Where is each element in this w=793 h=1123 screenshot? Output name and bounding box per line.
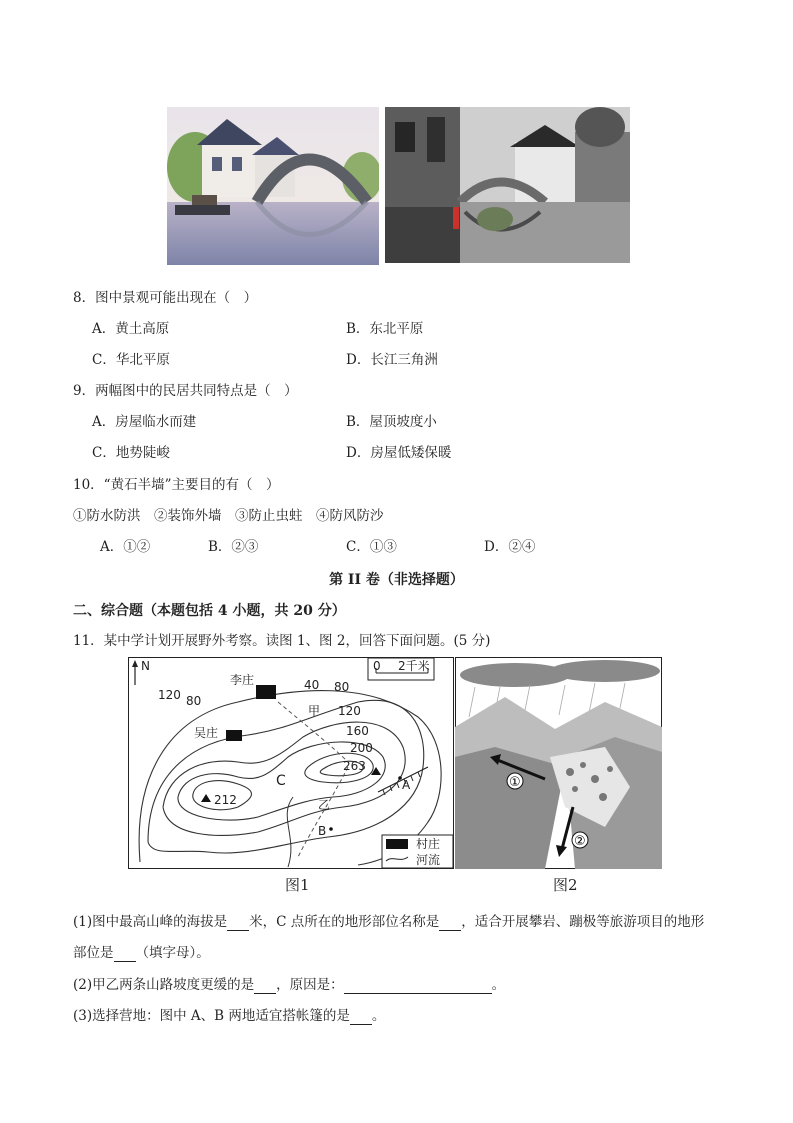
q10-items: ①防水防洪 ②装饰外墙 ③防止虫蛀 ④防风防沙	[73, 508, 384, 524]
q9-option-c: C．地势陡峻	[92, 445, 170, 461]
q11-part1-line2	[73, 943, 210, 962]
contour-label-40: 40	[304, 678, 320, 692]
q8-option-c: C．华北平原	[92, 352, 170, 368]
village-lizhuang-icon	[256, 685, 276, 699]
q8-stem: 8．图中景观可能出现在（ ）	[73, 290, 258, 306]
marker-2: ②	[574, 834, 586, 849]
q11-part1-line1	[73, 912, 704, 931]
q11-p3-text-b: 。	[371, 1008, 386, 1024]
answer-blank-peak-height[interactable]	[227, 912, 249, 931]
q9-option-a: A．房屋临水而建	[92, 414, 197, 430]
figure-1-label: 图1	[285, 876, 310, 894]
q10-option-b: B．②③	[208, 539, 259, 555]
q11-p1-text-d: 部位是	[73, 945, 114, 961]
q11-p1-text-e: （填字母）。	[135, 945, 210, 961]
answer-blank-reason[interactable]	[344, 975, 492, 994]
scale-zero: 0	[373, 659, 381, 673]
village-wuzhuang-label: 吴庄	[194, 726, 219, 740]
q10-option-d: D．②④	[484, 539, 536, 555]
q11-p1-text-c: ，适合开展攀岩、蹦极等旅游项目的地形	[461, 914, 705, 930]
village-lizhuang-label: 李庄	[230, 673, 255, 687]
legend-village-icon	[386, 839, 408, 849]
q10-stem: 10．“黄石半墙”主要目的有（ ）	[73, 477, 280, 493]
answer-blank-terrain-c[interactable]	[439, 912, 461, 931]
road-jia-label: 甲	[308, 704, 321, 718]
q11-part2	[73, 975, 505, 994]
contour-label-120-outer: 120	[158, 688, 181, 702]
q11-p3-text-a: (3)选择营地：图中 A、B 两地适宜搭帐篷的是	[73, 1008, 350, 1024]
q11-p2-text-b: ，原因是：	[276, 977, 344, 993]
q8-option-a: A．黄土高原	[92, 321, 170, 337]
section-heading: 二、综合题（本题包括 4 小题，共 20 分）	[73, 603, 346, 619]
q10-option-a: A．①②	[100, 539, 151, 555]
figure-2-illustration	[455, 657, 662, 869]
point-b-dot	[329, 827, 333, 831]
scale-length: 2千米	[398, 659, 430, 673]
marker-1: ①	[509, 775, 521, 790]
painting-photo	[167, 107, 379, 265]
north-label: N	[141, 659, 150, 673]
peak-label-212: 212	[214, 793, 237, 807]
point-a-label: A	[402, 778, 411, 792]
q9-option-b: B．屋顶坡度小	[346, 414, 437, 430]
answer-blank-gentler-road[interactable]	[254, 975, 276, 994]
contour-label-80-right: 80	[334, 680, 350, 694]
legend-village-label: 村庄	[416, 837, 441, 851]
point-c-label: C	[276, 773, 286, 789]
village-wuzhuang-icon	[226, 730, 242, 741]
answer-blank-climbing-site[interactable]	[114, 943, 136, 962]
figure-2-label: 图2	[553, 876, 578, 894]
q11-p2-text-c: 。	[491, 977, 506, 993]
point-b-label: B	[318, 824, 327, 838]
part2-title: 第 II 卷（非选择题）	[329, 572, 464, 588]
contour-label-200: 200	[350, 741, 373, 755]
q8-option-b: B．东北平原	[346, 321, 424, 337]
village-photo	[385, 107, 630, 263]
q8-option-d: D．长江三角洲	[346, 352, 438, 368]
q11-stem: 11．某中学计划开展野外考察。读图 1、图 2，回答下面问题。(5 分)	[73, 633, 491, 649]
q9-stem: 9．两幅图中的民居共同特点是（ ）	[73, 383, 298, 399]
answer-blank-campsite[interactable]	[350, 1006, 372, 1025]
road-yi-label: 乙	[318, 798, 331, 812]
peak-label-263: 263	[343, 759, 366, 773]
figure-1-map	[128, 657, 454, 869]
q11-p1-text-a: (1)图中最高山峰的海拔是	[73, 914, 228, 930]
legend-river-label: 河流	[416, 853, 441, 867]
contour-label-80-left: 80	[186, 694, 202, 708]
contour-label-120: 120	[338, 704, 361, 718]
q11-p2-text-a: (2)甲乙两条山路坡度更缓的是	[73, 977, 255, 993]
contour-label-160: 160	[346, 724, 369, 738]
q11-p1-text-b: 米，C 点所在的地形部位名称是	[249, 914, 440, 930]
q10-option-c: C．①③	[346, 539, 397, 555]
q11-part3	[73, 1006, 385, 1025]
q9-option-d: D．房屋低矮保暖	[346, 445, 452, 461]
